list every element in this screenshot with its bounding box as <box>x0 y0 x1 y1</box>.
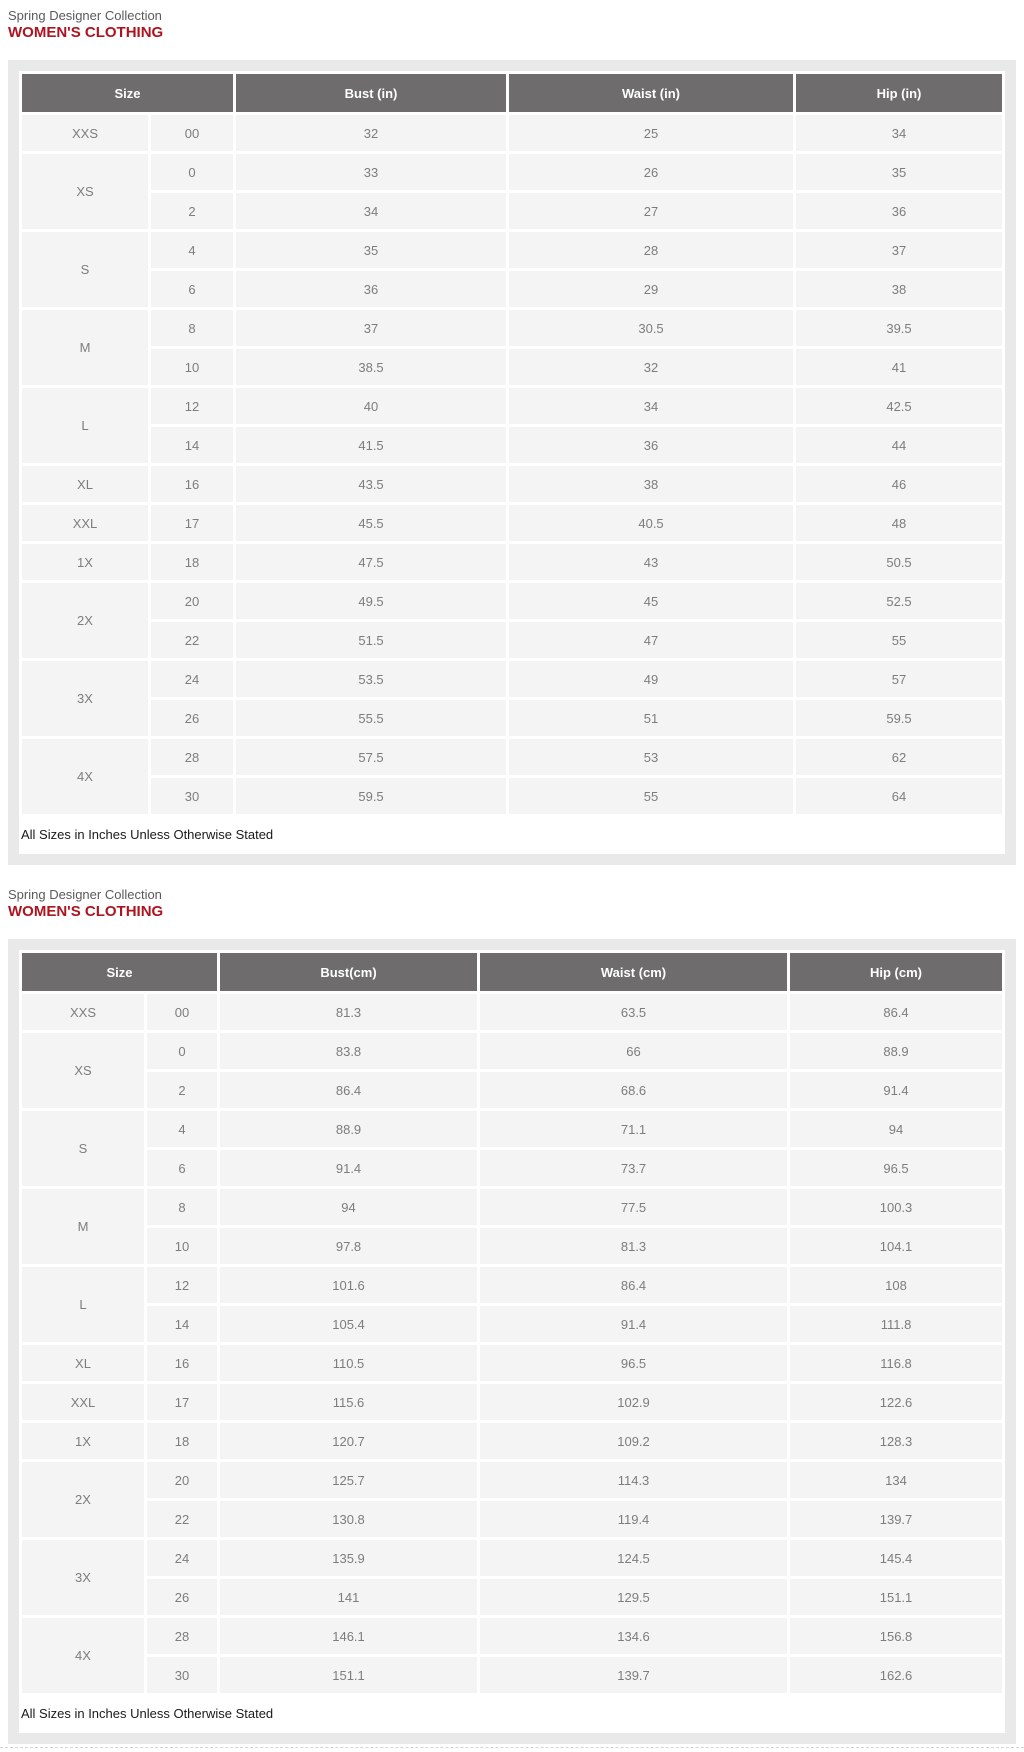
section-title-block <box>8 8 1016 42</box>
table-row <box>22 193 1002 229</box>
bust-cell: 53.5 <box>236 661 506 697</box>
waist-cell: 134.6 <box>480 1618 787 1654</box>
size-number-cell: 0 <box>151 154 233 190</box>
hip-cell: 41 <box>796 349 1002 385</box>
size-chart-panel <box>8 939 1016 1744</box>
size-chart-card <box>19 71 1005 854</box>
size-group-cell: S <box>22 232 148 307</box>
column-header-size: Size <box>22 953 217 991</box>
waist-cell: 30.5 <box>509 310 793 346</box>
size-group-cell: XXL <box>22 505 148 541</box>
size-number-cell: 26 <box>151 700 233 736</box>
table-row <box>22 505 1002 541</box>
bust-cell: 110.5 <box>220 1345 477 1381</box>
bust-cell: 105.4 <box>220 1306 477 1342</box>
waist-cell: 68.6 <box>480 1072 787 1108</box>
hip-cell: 86.4 <box>790 994 1002 1030</box>
size-number-cell: 10 <box>147 1228 217 1264</box>
page-title: WOMEN'S CLOTHING <box>8 903 164 920</box>
page-title: WOMEN'S CLOTHING <box>8 24 164 41</box>
bust-cell: 47.5 <box>236 544 506 580</box>
column-header-hip: Hip (cm) <box>790 953 1002 991</box>
table-row <box>22 778 1002 814</box>
hip-cell: 38 <box>796 271 1002 307</box>
table-row <box>22 1189 1002 1225</box>
bust-cell: 37 <box>236 310 506 346</box>
table-row <box>22 1501 1002 1537</box>
hip-cell: 35 <box>796 154 1002 190</box>
size-number-cell: 14 <box>151 427 233 463</box>
waist-cell: 71.1 <box>480 1111 787 1147</box>
column-header-bust: Bust (in) <box>236 74 506 112</box>
column-header-bust: Bust(cm) <box>220 953 477 991</box>
bust-cell: 91.4 <box>220 1150 477 1186</box>
size-number-cell: 17 <box>151 505 233 541</box>
size-number-cell: 30 <box>147 1657 217 1693</box>
collection-label: Spring Designer Collection <box>8 8 162 23</box>
table-row <box>22 1111 1002 1147</box>
size-number-cell: 18 <box>151 544 233 580</box>
waist-cell: 25 <box>509 115 793 151</box>
size-chart-table-inches <box>19 71 1005 817</box>
hip-cell: 48 <box>796 505 1002 541</box>
size-number-cell: 24 <box>147 1540 217 1576</box>
bust-cell: 151.1 <box>220 1657 477 1693</box>
waist-cell: 32 <box>509 349 793 385</box>
table-row <box>22 1384 1002 1420</box>
size-group-cell: XL <box>22 1345 144 1381</box>
section-title-block <box>8 887 1016 921</box>
waist-cell: 109.2 <box>480 1423 787 1459</box>
waist-cell: 43 <box>509 544 793 580</box>
bust-cell: 86.4 <box>220 1072 477 1108</box>
table-row <box>22 622 1002 658</box>
size-number-cell: 20 <box>151 583 233 619</box>
waist-cell: 139.7 <box>480 1657 787 1693</box>
column-header-waist: Waist (cm) <box>480 953 787 991</box>
hip-cell: 50.5 <box>796 544 1002 580</box>
table-header-row <box>22 953 1002 991</box>
unit-note: All Sizes in Inches Unless Otherwise Stated <box>19 817 1005 854</box>
hip-cell: 88.9 <box>790 1033 1002 1069</box>
size-number-cell: 8 <box>147 1189 217 1225</box>
size-group-cell: L <box>22 1267 144 1342</box>
hip-cell: 100.3 <box>790 1189 1002 1225</box>
size-number-cell: 16 <box>147 1345 217 1381</box>
table-row <box>22 544 1002 580</box>
page-bottom-divider <box>0 1747 1024 1748</box>
size-number-cell: 8 <box>151 310 233 346</box>
table-row <box>22 1657 1002 1693</box>
bust-cell: 97.8 <box>220 1228 477 1264</box>
size-group-cell: 3X <box>22 1540 144 1615</box>
hip-cell: 46 <box>796 466 1002 502</box>
size-number-cell: 2 <box>151 193 233 229</box>
bust-cell: 43.5 <box>236 466 506 502</box>
unit-note: All Sizes in Inches Unless Otherwise Stated <box>19 1696 1005 1733</box>
hip-cell: 116.8 <box>790 1345 1002 1381</box>
bust-cell: 88.9 <box>220 1111 477 1147</box>
waist-cell: 119.4 <box>480 1501 787 1537</box>
hip-cell: 57 <box>796 661 1002 697</box>
size-number-cell: 30 <box>151 778 233 814</box>
table-row <box>22 661 1002 697</box>
hip-cell: 44 <box>796 427 1002 463</box>
size-number-cell: 20 <box>147 1462 217 1498</box>
hip-cell: 42.5 <box>796 388 1002 424</box>
hip-cell: 139.7 <box>790 1501 1002 1537</box>
size-number-cell: 14 <box>147 1306 217 1342</box>
table-row <box>22 700 1002 736</box>
table-row <box>22 154 1002 190</box>
table-row <box>22 310 1002 346</box>
waist-cell: 91.4 <box>480 1306 787 1342</box>
size-chart-section-inches <box>0 8 1024 865</box>
table-row <box>22 115 1002 151</box>
table-row <box>22 466 1002 502</box>
size-group-cell: XXS <box>22 115 148 151</box>
bust-cell: 59.5 <box>236 778 506 814</box>
waist-cell: 36 <box>509 427 793 463</box>
collection-label: Spring Designer Collection <box>8 887 162 902</box>
size-number-cell: 2 <box>147 1072 217 1108</box>
table-row <box>22 1423 1002 1459</box>
size-group-cell: 2X <box>22 1462 144 1537</box>
waist-cell: 124.5 <box>480 1540 787 1576</box>
size-group-cell: XXS <box>22 994 144 1030</box>
table-row <box>22 1306 1002 1342</box>
bust-cell: 83.8 <box>220 1033 477 1069</box>
size-number-cell: 10 <box>151 349 233 385</box>
table-row <box>22 1579 1002 1615</box>
bust-cell: 57.5 <box>236 739 506 775</box>
waist-cell: 55 <box>509 778 793 814</box>
waist-cell: 45 <box>509 583 793 619</box>
waist-cell: 73.7 <box>480 1150 787 1186</box>
table-row <box>22 232 1002 268</box>
table-row <box>22 583 1002 619</box>
size-group-cell: 2X <box>22 583 148 658</box>
size-group-cell: XXL <box>22 1384 144 1420</box>
waist-cell: 51 <box>509 700 793 736</box>
bust-cell: 34 <box>236 193 506 229</box>
size-group-cell: XS <box>22 154 148 229</box>
bust-cell: 36 <box>236 271 506 307</box>
waist-cell: 53 <box>509 739 793 775</box>
bust-cell: 130.8 <box>220 1501 477 1537</box>
size-number-cell: 24 <box>151 661 233 697</box>
size-group-cell: XS <box>22 1033 144 1108</box>
hip-cell: 94 <box>790 1111 1002 1147</box>
bust-cell: 55.5 <box>236 700 506 736</box>
bust-cell: 94 <box>220 1189 477 1225</box>
waist-cell: 28 <box>509 232 793 268</box>
hip-cell: 37 <box>796 232 1002 268</box>
size-number-cell: 18 <box>147 1423 217 1459</box>
bust-cell: 81.3 <box>220 994 477 1030</box>
size-number-cell: 0 <box>147 1033 217 1069</box>
bust-cell: 40 <box>236 388 506 424</box>
hip-cell: 64 <box>796 778 1002 814</box>
size-group-cell: M <box>22 310 148 385</box>
hip-cell: 39.5 <box>796 310 1002 346</box>
bust-cell: 101.6 <box>220 1267 477 1303</box>
size-number-cell: 6 <box>147 1150 217 1186</box>
bust-cell: 125.7 <box>220 1462 477 1498</box>
bust-cell: 135.9 <box>220 1540 477 1576</box>
waist-cell: 77.5 <box>480 1189 787 1225</box>
table-row <box>22 1540 1002 1576</box>
bust-cell: 41.5 <box>236 427 506 463</box>
table-row <box>22 1345 1002 1381</box>
hip-cell: 108 <box>790 1267 1002 1303</box>
size-chart-panel <box>8 60 1016 865</box>
waist-cell: 29 <box>509 271 793 307</box>
hip-cell: 36 <box>796 193 1002 229</box>
bust-cell: 32 <box>236 115 506 151</box>
table-row <box>22 1267 1002 1303</box>
size-chart-table-cm <box>19 950 1005 1696</box>
size-group-cell: 3X <box>22 661 148 736</box>
size-number-cell: 22 <box>151 622 233 658</box>
bust-cell: 35 <box>236 232 506 268</box>
waist-cell: 26 <box>509 154 793 190</box>
table-row <box>22 1228 1002 1264</box>
bust-cell: 51.5 <box>236 622 506 658</box>
size-group-cell: S <box>22 1111 144 1186</box>
hip-cell: 156.8 <box>790 1618 1002 1654</box>
table-row <box>22 739 1002 775</box>
column-header-size: Size <box>22 74 233 112</box>
table-row <box>22 1072 1002 1108</box>
table-row <box>22 271 1002 307</box>
hip-cell: 59.5 <box>796 700 1002 736</box>
waist-cell: 102.9 <box>480 1384 787 1420</box>
size-number-cell: 4 <box>151 232 233 268</box>
column-header-hip: Hip (in) <box>796 74 1002 112</box>
table-row <box>22 1618 1002 1654</box>
size-group-cell: 4X <box>22 1618 144 1693</box>
hip-cell: 134 <box>790 1462 1002 1498</box>
size-group-cell: 4X <box>22 739 148 814</box>
waist-cell: 49 <box>509 661 793 697</box>
waist-cell: 96.5 <box>480 1345 787 1381</box>
size-number-cell: 00 <box>151 115 233 151</box>
column-header-waist: Waist (in) <box>509 74 793 112</box>
size-group-cell: M <box>22 1189 144 1264</box>
hip-cell: 52.5 <box>796 583 1002 619</box>
waist-cell: 34 <box>509 388 793 424</box>
waist-cell: 66 <box>480 1033 787 1069</box>
size-number-cell: 16 <box>151 466 233 502</box>
waist-cell: 114.3 <box>480 1462 787 1498</box>
bust-cell: 38.5 <box>236 349 506 385</box>
bust-cell: 49.5 <box>236 583 506 619</box>
hip-cell: 55 <box>796 622 1002 658</box>
table-header-row <box>22 74 1002 112</box>
size-group-cell: XL <box>22 466 148 502</box>
waist-cell: 40.5 <box>509 505 793 541</box>
bust-cell: 120.7 <box>220 1423 477 1459</box>
table-row <box>22 388 1002 424</box>
size-group-cell: L <box>22 388 148 463</box>
table-row <box>22 994 1002 1030</box>
hip-cell: 145.4 <box>790 1540 1002 1576</box>
hip-cell: 96.5 <box>790 1150 1002 1186</box>
hip-cell: 104.1 <box>790 1228 1002 1264</box>
size-chart-section-cm <box>0 887 1024 1744</box>
waist-cell: 63.5 <box>480 994 787 1030</box>
hip-cell: 91.4 <box>790 1072 1002 1108</box>
hip-cell: 111.8 <box>790 1306 1002 1342</box>
hip-cell: 151.1 <box>790 1579 1002 1615</box>
waist-cell: 47 <box>509 622 793 658</box>
hip-cell: 62 <box>796 739 1002 775</box>
waist-cell: 38 <box>509 466 793 502</box>
size-number-cell: 4 <box>147 1111 217 1147</box>
size-number-cell: 00 <box>147 994 217 1030</box>
bust-cell: 115.6 <box>220 1384 477 1420</box>
hip-cell: 162.6 <box>790 1657 1002 1693</box>
bust-cell: 45.5 <box>236 505 506 541</box>
size-number-cell: 6 <box>151 271 233 307</box>
size-number-cell: 12 <box>147 1267 217 1303</box>
bust-cell: 146.1 <box>220 1618 477 1654</box>
waist-cell: 129.5 <box>480 1579 787 1615</box>
size-number-cell: 22 <box>147 1501 217 1537</box>
waist-cell: 27 <box>509 193 793 229</box>
size-group-cell: 1X <box>22 1423 144 1459</box>
waist-cell: 86.4 <box>480 1267 787 1303</box>
hip-cell: 122.6 <box>790 1384 1002 1420</box>
table-row <box>22 1150 1002 1186</box>
bust-cell: 141 <box>220 1579 477 1615</box>
table-row <box>22 1462 1002 1498</box>
waist-cell: 81.3 <box>480 1228 787 1264</box>
table-row <box>22 1033 1002 1069</box>
hip-cell: 34 <box>796 115 1002 151</box>
size-chart-card <box>19 950 1005 1733</box>
size-group-cell: 1X <box>22 544 148 580</box>
size-number-cell: 17 <box>147 1384 217 1420</box>
size-number-cell: 26 <box>147 1579 217 1615</box>
hip-cell: 128.3 <box>790 1423 1002 1459</box>
size-number-cell: 12 <box>151 388 233 424</box>
size-number-cell: 28 <box>151 739 233 775</box>
size-number-cell: 28 <box>147 1618 217 1654</box>
table-row <box>22 427 1002 463</box>
bust-cell: 33 <box>236 154 506 190</box>
table-row <box>22 349 1002 385</box>
